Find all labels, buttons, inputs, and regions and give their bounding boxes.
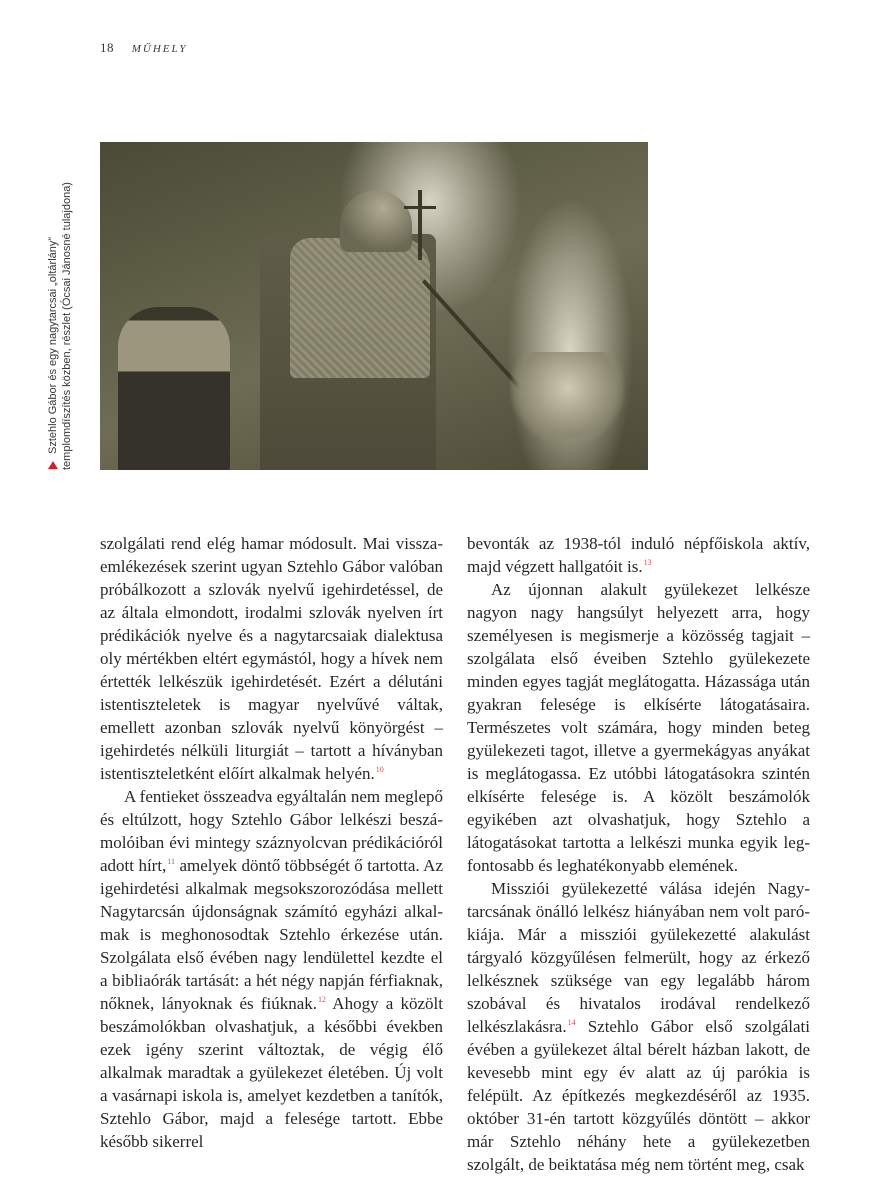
footnote-marker[interactable]: 14 [567,1018,576,1028]
paragraph-text: Ahogy a közölt beszámolókban olvashatjuk, a későbbi években ezek igény szerint változtak, de végig élő alkalmak maradtak a gyülekezet életében. Új volt a vasárnapi iskola is, amelyet kezdetben a tanítók, Sztehlo Gábor, majd a felesége tartott. Ebbe később sikerrel [100,994,443,1151]
paragraph [100,785,443,1153]
section-title: MŰHELY [131,43,188,55]
photo-man-figure [118,307,230,470]
paragraph-text: Missziói gyülekezetté válása idején Nagytarcsának önálló lelkész hiányában nem volt parókiája. Már a missziói gyülekezetté alakulást tárgyaló közgyűlésen felmerült, hogy az érkező lelkésznek szüksége van egy legalább három szobával és hivatalos irodával rendelkező lelkészlakásra. [467,879,810,1036]
page-number: 18 [100,40,114,55]
footnote-marker[interactable]: 12 [318,995,327,1005]
paragraph-text: szolgálati rend elég hamar módosult. Mai visszaemlékezések szerint ugyan Sztehlo Gábor valóban próbálkozott a szlovák nyelvű igehirdetéssel, de az általa elmondott, irodalmi szlovák nyelven írt prédikációk nyelve és a nagytarcsaiak dialektusa oly mértékben eltért egymástól, hogy a hívek nem értették lelkészük igehirdetését. Ezért a délutáni istentiszteletek is magyar nyelvűvé váltak, emellett azonban szlovák nyelvű könyörgést – igehirdetés nélküli liturgiát – tartott a híványban istentiszteletként előírt alkalmak helyén. [100,534,443,783]
footnote-marker[interactable]: 10 [375,765,384,775]
red-triangle-icon [48,461,58,469]
footnote-marker[interactable]: 11 [167,857,176,867]
caption-line-2: templomdíszítés közben, részlet (Ócsai Jánosné tulajdona) [61,182,73,470]
paragraph [467,532,810,578]
photo-flowers [510,352,625,442]
paragraph [467,578,810,877]
footnote-marker[interactable]: 13 [643,558,652,568]
paragraph-text: A fentieket összeadva egyáltalán nem meglepő és eltúlzott, hogy Sztehlo Gábor lelkészi beszámolóiban évi mintegy száznyolcvan prédikációról adott hírt, [100,787,443,875]
right-column [467,532,810,1176]
running-head [100,40,188,56]
photo-woman-figure [340,190,412,252]
photo-caption [46,170,74,470]
left-column [100,532,443,1153]
photo-cross [418,190,422,260]
paragraph-text: Az újonnan alakult gyülekezet lelkésze nagyon nagy hangsúlyt helyezett arra, hogy személyesen is megismerje a közösség tagjait – szolgálata első éveiben Sztehlo gyülekezete minden egyes tagját meglátogatta. Házassága után gyakran felesége is elkísérte látogatásaira. Természetes volt számára, hogy minden beteg gyülekezeti tagot, illetve a gyermekágyas anyákat is meglátogassa. Ez utóbbi látogatásokra szintén elkísérte felesége is. A közölt beszámolók egyikében azt olvashatjuk, hogy Sztehlo a látogatásokat tartotta a lelkészi munka egyik legfontosabb és leghatékonyabb elemének. [467,580,810,875]
paragraph-text: amelyek döntő többségét ő tartotta. Az igehirdetési alkalmak megsokszorozódása mellett Nagytarcsán újdonságnak számító egyházi alkalmak is meghonosodtak Sztehlo érkezése után. Szolgálata első évében nagy lendülettel kezdte el a bibliaórák tartását: a hét négy napján férfiaknak, nőknek, lányoknak és fiúknak. [100,856,443,1013]
paragraph [467,877,810,1176]
historical-photo [100,142,648,470]
paragraph-text: bevonták az 1938-tól induló népfőiskola aktív, majd végzett hallgatóit is. [467,534,810,576]
paragraph-text: Sztehlo Gábor első szolgálati évében a gyülekezet által bérelt házban lakott, de kevesebb mint egy év alatt az új parókia is felépült. Az építkezés megkezdéséről az 1935. október 31-én tartott közgyűlés döntött – akkor már Sztehlo néhány hete a gyülekezetben szolgált, de beiktatása még nem történt meg, csak [467,1017,810,1174]
paragraph [100,532,443,785]
caption-line-1: Sztehlo Gábor és egy nagytarcsai „oltárlány” [47,236,59,454]
photo-lace-cloth [290,238,430,378]
